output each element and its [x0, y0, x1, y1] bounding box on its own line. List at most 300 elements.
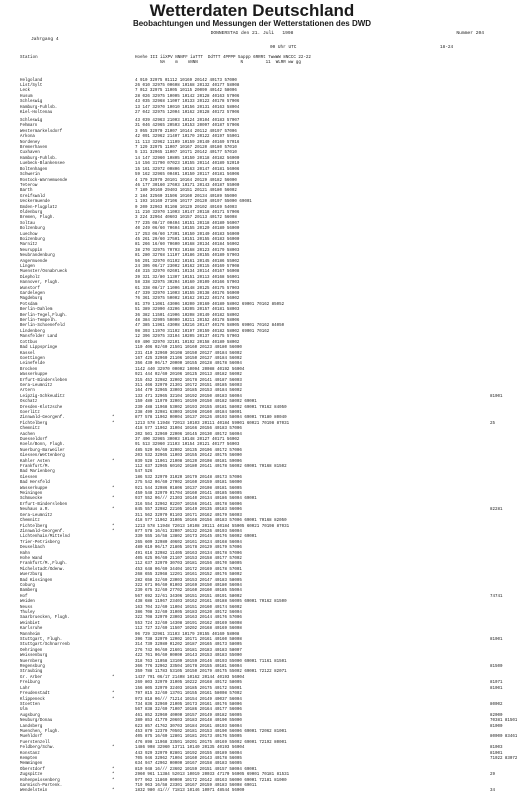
station-data: 164 470 32965 33003 10185 20153 40184 56002 — [135, 389, 242, 394]
station-name: Bad Kissingen — [20, 578, 53, 583]
station-name: List/Sylt — [20, 84, 43, 88]
station-name: Boizenburg — [20, 237, 45, 242]
station-data: 238 499 32981 63003 10198 20160 40184 58001 — [135, 410, 242, 415]
station-data: 96 729 32961 31103 10179 20155 40160 58008 — [135, 632, 240, 637]
station-data: 39 321 32/80 11307 10151 20113 40168 56001 — [135, 275, 240, 280]
station-name: Bremerhaven — [20, 146, 48, 151]
station-data: 450 548 32970 01704 10160 20141 40185 56005 — [135, 492, 242, 497]
station-extra: 80002 — [490, 702, 503, 707]
station-data: 476 898 11968 33501 10201 20175 40169 55002 69001 72192 80001 — [135, 740, 287, 745]
station-mark: * — [112, 459, 115, 464]
station-name: Lahr — [20, 686, 30, 691]
station-data: 567 838 32/60 71007 10186 20164 40177 56006 — [135, 708, 242, 713]
station-data: 202 501 32960 22006 10145 20130 40172 56004 — [135, 432, 242, 437]
station-data: 167 425 32960 21106 10150 20127 40184 56002 — [135, 356, 242, 361]
station-name: Wunstorf — [20, 286, 40, 291]
volume-label: Jahrgang 4 — [31, 37, 59, 42]
station-data: 269 803 32970 31005 10222 20168 40172 58005 — [135, 681, 242, 686]
station-name: Teterow — [20, 183, 38, 188]
station-name: Berlin-Tegel,Flugh. — [20, 313, 68, 318]
date-label: DONNERSTAG den 21. Juli 1998 — [210, 31, 294, 36]
station-name: Fichtelberg — [20, 524, 48, 529]
station-data: 973 818 06/// 71214 10154 20149 40037 56004 — [135, 697, 242, 702]
station-name: Kiel-Holtenau — [20, 111, 53, 116]
utc-label: 00 Uhr UTC — [270, 45, 297, 50]
station-name: Frankfurt/M. — [20, 465, 50, 470]
station-data: 15 161 32972 00806 10163 20147 40181 56006 — [135, 167, 240, 172]
station-name: Lichtenhain/Mittelnd — [20, 535, 70, 540]
station-mark: * — [112, 675, 115, 680]
station-data: 12 396 32975 33104 10205 20137 40175 57003 — [135, 335, 240, 340]
station-name: Bad Lippspringe — [20, 346, 58, 351]
station-name: Brocken — [20, 367, 38, 372]
station-data: 839 528 11061 21008 10120 20108 40181 59006 — [135, 459, 242, 464]
station-name: Kassel — [20, 351, 35, 356]
station-data: 330 555 16/58 13802 10173 20145 40176 56002 69001 — [135, 535, 257, 540]
station-mark: * — [112, 508, 115, 513]
station-data: 316 554 32962 02207 10156 20141 40178 56006 — [135, 502, 242, 507]
station-data: 26 010 32975 00608 10168 20132 40177 58008 — [135, 84, 240, 88]
station-extra: 81071 — [490, 681, 503, 686]
station-name: Cottbus — [20, 340, 38, 345]
station-name: Weissenburg — [20, 654, 48, 659]
station-data: 150 480 11970 32001 10199 20150 40182 58002 69001 — [135, 400, 257, 405]
station-name: Fichtelberg — [20, 421, 48, 426]
station-extra: 25 — [490, 421, 495, 426]
station-data: 877 578 11962 00004 10137 20126 40193 58004 69001 70180 80040 — [135, 416, 287, 421]
station-data: 491 616 32982 11405 10163 20134 40178 57006 — [135, 551, 242, 556]
station-data: 76 361 32975 50002 10162 20122 40174 56002 — [135, 297, 240, 302]
station-data: 553 724 32/60 14308 10191 20162 40169 56008 — [135, 621, 242, 626]
station-name: Gr. Arber — [20, 675, 43, 680]
station-name: Goerlitz — [20, 410, 40, 415]
station-data: 81 280 32768 11107 10186 20155 40180 57003 — [135, 254, 240, 259]
station-data: 112 727 32/60 11507 10202 20168 40169 56008 — [135, 627, 242, 632]
station-name: Greifswald — [20, 194, 45, 199]
station-name: Koeln/Bonn, Flugh. — [20, 443, 65, 448]
station-data: 45 261 20/60 27501 10151 20155 40183 56000 — [135, 237, 240, 242]
station-data: 1213 578 11948 72013 10108 20111 40184 55005 60021 70198 87031 — [135, 524, 290, 529]
station-name: Schleswig — [20, 100, 43, 105]
local-time-label: 18-24 — [440, 45, 454, 50]
station-name: Emden-Flugplatz — [20, 205, 58, 210]
station-data: 276 742 06/60 21601 10181 20183 40183 58007 — [135, 648, 242, 653]
station-data: 322 671 06/60 01003 10169 20150 40180 56004 — [135, 583, 242, 588]
station-data: 133 471 32965 32104 10192 20150 40183 56004 — [135, 394, 242, 399]
station-data: 91 513 32960 21103 10154 20121 40177 56003 — [135, 443, 240, 448]
station-data: 81 379 11061 43006 10200 20160 40180 58002 69001 70162 85052 — [135, 302, 285, 307]
station-data: 480 610 06/17 21805 10178 20129 40179 57006 — [135, 546, 242, 551]
station-name: Goettingen — [20, 356, 45, 361]
station-data: 268 655 32968 12201 10161 20152 40176 58002 — [135, 573, 242, 578]
station-name: Zinnwald-Georgenf. — [20, 416, 65, 421]
station-name: Zugspitze — [20, 773, 43, 778]
station-data: 443 929 32970 02801 10192 20155 40189 56004 — [135, 751, 242, 756]
station-data: 156 805 32970 32403 10185 20175 40172 55001 — [135, 686, 242, 691]
station-data: 48 384 32995 50000 10211 20152 40178 58006 — [135, 319, 240, 324]
station-name: Marnitz — [20, 243, 38, 248]
station-data: 3 055 32970 21007 10144 20112 40197 57006 — [135, 129, 237, 134]
station-data: 27 042 32975 12004 10162 20128 40172 57006 — [135, 111, 240, 116]
station-name: Arkona — [20, 135, 35, 140]
issue-number: Nummer 204 — [456, 31, 484, 36]
station-name: Erfurt-Bindersleben — [20, 378, 68, 383]
station-data: 17 253 06/60 17301 10150 20140 40183 56000 — [135, 232, 240, 237]
station-data: 38 270 32975 70703 10168 20123 40179 58003 — [135, 248, 240, 253]
station-data: 3 224 32964 40603 10157 20113 40172 56008 — [135, 216, 237, 221]
station-name: Michelstadt/Odenw. — [20, 567, 65, 572]
station-name: Nuerburg-Barweiler — [20, 448, 65, 453]
station-extra: 82281 — [490, 508, 503, 513]
station-data: 977 962 11860 00000 10172 20142 40163 56000 69001 72181 81000 — [135, 778, 287, 783]
station-mark: * — [112, 697, 115, 702]
station-data: 28 026 32975 10005 10142 20128 40163 57006 — [135, 94, 240, 99]
station-name: Fehmarn — [20, 124, 38, 129]
station-data: 453 648 06/60 34404 10172 20169 40178 57001 — [135, 567, 242, 572]
station-name: Angermuende — [20, 259, 48, 264]
station-name: Karlsruhe — [20, 627, 43, 632]
station-name: Stoetten — [20, 702, 40, 707]
station-name: Kahler Asten — [20, 459, 50, 464]
station-name: Straubing — [20, 670, 43, 675]
station-name: Oschatz — [20, 400, 38, 405]
station-mark: * — [112, 789, 115, 794]
station-data: 386 708 32/60 31005 10183 20120 40172 56004 — [135, 611, 242, 615]
station-extra: 82000 — [490, 713, 503, 718]
station-name: Thuley — [20, 611, 35, 615]
station-data: 110 406 02/60 21501 10160 20123 40180 56000 — [135, 346, 242, 351]
station-data: 461 852 32960 40000 10157 20149 40182 56005 — [135, 713, 242, 718]
station-name: Hamburg-Fuhlsb. — [20, 105, 58, 110]
station-data: 356 430 06/17 20000 10155 20128 40178 56004 — [135, 362, 242, 367]
station-mark: * — [112, 767, 115, 772]
station-name: Leipzig-Schkeuditz — [20, 394, 65, 399]
station-mark: * — [112, 416, 115, 421]
station-name: Gera-Leumnitz — [20, 513, 53, 518]
station-name: Ueckermuende — [20, 200, 50, 205]
station-data: 485 520 06/60 32002 10135 20106 40172 57006 — [135, 448, 242, 453]
station-name: Wendelstein — [20, 789, 48, 794]
station-data: 59 162 32965 00401 10150 20117 40181 56006 — [135, 173, 240, 178]
station-data: 7 129 32975 11007 10167 20120 40180 57010 — [135, 146, 237, 151]
station-data: 797 815 32/60 13701 10155 20161 58008 57002 — [135, 692, 242, 697]
station-data: 547 526 — [135, 470, 153, 475]
station-name: Garmisch-Partenk. — [20, 784, 63, 788]
station-name: Neubrandenburg — [20, 254, 55, 259]
station-name: Berlin-Schoenefeld — [20, 324, 65, 329]
station-extra: 81000 — [490, 724, 503, 729]
station-name: Stuttgart, Flugh. — [20, 638, 63, 643]
column-header-station: Station — [20, 56, 38, 60]
station-name: Frankfurt/M.,Flugh. — [20, 562, 68, 567]
station-name: Neuhaus a.R. — [20, 508, 50, 513]
station-mark: * — [112, 486, 115, 491]
station-name: Mansfelder Land — [20, 335, 58, 340]
station-data: 0 200 32963 01108 10129 20102 40169 54003 — [135, 205, 237, 210]
station-data: 1213 578 11948 72013 10103 20111 40184 59001 60021 70198 87031 — [135, 421, 290, 426]
station-data: 734 836 32960 21005 10173 20161 40176 58006 — [135, 702, 242, 707]
station-data: 51 389 32990 43206 10205 20157 40181 58003 — [135, 308, 240, 313]
station-extra: 81001 — [490, 686, 503, 691]
station-name: Fuerstenzell — [20, 740, 50, 745]
station-data: 81 266 16/60 70600 10168 20134 40184 56002 — [135, 243, 240, 248]
station-row — [20, 789, 495, 794]
station-extra: 70381 81501 — [490, 719, 517, 724]
station-name: Wasserkuppe — [20, 486, 48, 491]
station-name: Oberstdorf — [20, 767, 45, 772]
station-name: Schwerin — [20, 173, 40, 178]
station-name: Magdeburg — [20, 297, 43, 302]
station-extra: 80000 83461 — [490, 735, 517, 740]
station-data: 77 235 08/17 00404 10151 20118 40180 56007 — [135, 221, 240, 226]
station-name: Wasserkuppe — [20, 373, 48, 378]
station-data: 7 180 30160 29403 10151 20121 40180 56002 — [135, 189, 237, 194]
station-extra: 81500 — [490, 665, 503, 670]
station-name: Dresden-Klotzsche — [20, 405, 63, 410]
station-data: 350 788 11783 53105 10150 20179 40175 55002 69001 72122 82071 — [135, 670, 287, 675]
station-data: 405 625 06/60 21107 10153 20158 40177 57002 — [135, 556, 242, 561]
station-data: 112 637 32965 60102 10180 20141 40178 56002 69001 70168 81502 — [135, 465, 287, 470]
station-data: 275 542 06/60 27002 10160 20159 40181 56000 — [135, 481, 242, 486]
station-row — [20, 111, 490, 116]
station-data: 14 147 32960 10805 10150 20118 40182 56000 — [135, 156, 240, 161]
station-name: Luebeck-Blankensee — [20, 162, 65, 167]
station-name: Coburg — [20, 583, 35, 588]
station-data: 42 091 32962 21407 10170 20122 40197 55001 — [135, 135, 240, 140]
station-extra: 71022 83072 — [490, 756, 517, 761]
station-name: Bremen, Flugh. — [20, 216, 55, 221]
station-data: 322 708 32970 23003 10163 20144 40176 57006 — [135, 616, 242, 621]
station-name: Husum — [20, 94, 33, 99]
station-name: Neuruppin — [20, 248, 43, 253]
station-extra: 81001 — [490, 638, 503, 643]
station-mark: * — [112, 778, 115, 783]
station-data: 623 857 41762 30703 10184 20161 40193 56004 — [135, 724, 242, 729]
station-data: 61 338 08/17 11006 10148 20125 40175 57003 — [135, 286, 240, 291]
station-name: Oehringen — [20, 648, 43, 653]
station-data: 567 692 32/61 34306 10151 20151 40191 58002 — [135, 594, 242, 599]
station-data: 31 046 42965 20503 10153 20097 40187 57006 — [135, 124, 240, 129]
column-header-data-1: Hoehe III iiXPV NNNFF iaTTT DdTTT 4PPPP 5appp 6RRRt 7wwWW 8NCCC 22-22 — [135, 56, 311, 60]
station-data: 40 249 06/60 70604 10155 20120 40180 56000 — [135, 227, 240, 232]
station-name: Freudenstadt — [20, 692, 50, 697]
station-name: Leinefelde — [20, 362, 45, 367]
station-name: Westermarkelsdorf — [20, 129, 63, 134]
station-name: Bolzenburg — [20, 227, 45, 232]
station-name: Bad Marienberg — [20, 470, 55, 475]
station-name: Meiningen — [20, 492, 43, 497]
station-data: 24 305 06/17 23002 10162 20115 40169 57008 — [135, 265, 240, 269]
station-data: 1486 908 32960 13711 10140 20135 40193 56004 — [135, 746, 245, 751]
station-data: 921 444 02/60 20106 10125 20113 40182 56002 — [135, 373, 242, 378]
station-data: 418 577 11962 31004 10166 20156 40183 57006 — [135, 427, 242, 432]
station-data: 418 577 11962 31005 10166 20156 40183 57006 69001 70168 82050 — [135, 519, 287, 524]
station-extra: 34 — [490, 789, 495, 794]
station-data: 282 658 32/60 23003 10153 20147 40183 58005 — [135, 578, 242, 583]
station-name: Luechow — [20, 232, 38, 237]
station-name: Stuttgart/Schnarrenb — [20, 643, 70, 648]
station-name: Cuxhaven — [20, 151, 40, 156]
station-data: 47 339 32970 11003 10155 20138 40176 56000 — [135, 292, 240, 297]
station-data: 4 170 32970 20101 10164 20129 40182 56000 — [135, 178, 237, 183]
station-data: 36 382 11501 41906 10208 20149 40182 58002 — [135, 313, 240, 318]
station-data: 47 385 11961 43008 10216 20147 40176 58005 69001 70162 84050 — [135, 324, 285, 329]
station-name: Potsdam — [20, 302, 38, 307]
station-name: Nuernberg — [20, 659, 43, 664]
station-name: Muehldorf — [20, 735, 43, 740]
station-mark: * — [112, 421, 115, 426]
station-name: Neuburg/Donau — [20, 719, 53, 724]
station-data: 438 688 11967 23403 10162 20161 40188 56005 69001 70162 81500 — [135, 600, 287, 605]
station-data: 46 177 30160 27603 10171 20143 40187 55000 — [135, 183, 240, 188]
station-name: Berlin-Tempelh. — [20, 319, 58, 324]
station-data: 58 338 32975 30204 10160 20109 40166 57003 — [135, 281, 240, 286]
station-name: Ulm — [20, 708, 28, 713]
station-name: Konstanz — [20, 751, 40, 756]
station-mark: * — [112, 497, 115, 502]
station-data: 634 947 42962 00000 10167 20158 40183 56005 — [135, 762, 242, 767]
station-name: Memmingen — [20, 762, 43, 767]
station-mark: * — [112, 773, 115, 778]
station-data: 5 131 32965 11007 10171 20142 40177 57010 — [135, 151, 237, 156]
station-data: 380 853 41770 20603 10183 20148 40190 55000 — [135, 719, 242, 724]
station-data: 43 039 42963 21003 10124 20104 40183 57007 — [135, 119, 240, 124]
station-data: 14 156 31790 07023 10155 20114 40189 52010 — [135, 162, 240, 167]
station-data: 937 552 06/// 21303 10140 20134 40186 56004 69001 — [135, 497, 257, 502]
station-data: 163 704 32/60 11004 10151 20160 40174 56002 — [135, 605, 242, 610]
station-name: Bamberg — [20, 589, 38, 594]
station-name: Boltenhagen — [20, 167, 48, 172]
station-name: Soltau — [20, 221, 35, 226]
station-data: 7 012 32975 11005 10115 20099 40142 58006 — [135, 89, 237, 94]
station-data: 2960 961 11384 52013 10019 20033 47170 56005 69001 70181 81531 — [135, 773, 290, 778]
station-name: Artern — [20, 389, 35, 394]
station-name: Hohenpeissenberg — [20, 778, 60, 783]
station-data: 314 739 32980 01202 10187 20165 40173 58005 — [135, 643, 242, 648]
station-name: Nordeney — [20, 140, 40, 145]
station-name: Schmuecke — [20, 497, 43, 502]
station-name: Bad Hersfeld — [20, 481, 50, 486]
station-mark: * — [112, 746, 115, 751]
station-data: 37 400 32965 30003 10148 20127 40171 56002 — [135, 438, 240, 442]
station-name: Gardelegen — [20, 292, 45, 297]
station-name: Gera-Leumnitz — [20, 383, 53, 388]
station-name: Feldberg/Schw. — [20, 746, 55, 751]
station-data: 1832 980 41/// 71813 10146 10071 48544 56000 — [135, 789, 245, 794]
station-name: Hahn — [20, 551, 30, 556]
station-data: 366 776 32962 33504 10178 20155 40181 56004 — [135, 665, 242, 670]
station-data: 43 035 32968 11007 10133 20122 40178 57006 — [135, 100, 240, 105]
station-data: 265 609 32980 40602 10161 20124 40168 56004 — [135, 540, 242, 545]
station-name: Trier-Petrisberg — [20, 540, 60, 545]
page-subtitle: Beobachtungen und Messungen der Wetterstationen des DWD — [132, 19, 372, 28]
station-data: 231 410 32960 36108 10150 20127 40184 56002 — [135, 351, 242, 356]
station-data: 845 557 32982 22105 10149 20135 40183 56006 — [135, 508, 242, 513]
station-name: Saarbruecken, Flugh. — [20, 616, 70, 621]
station-name: Rostock-Warnemuende — [20, 178, 68, 183]
station-name: Zinnwald-Georgenf. — [20, 529, 65, 534]
station-data: 877 578 16/61 32007 10132 20126 40193 56004 — [135, 529, 242, 534]
station-name: Freiburg — [20, 681, 40, 686]
station-name: Erfurt-Bindersleben — [20, 502, 68, 507]
station-data: 186 532 32970 31020 10179 20148 40173 57006 — [135, 475, 242, 480]
station-data: 311 466 32970 21301 10172 20151 40185 56003 — [135, 383, 242, 388]
station-data: 453 870 12370 70502 10181 20153 40190 56006 69001 72062 81001 — [135, 729, 287, 734]
station-name: Diepholz — [20, 275, 40, 280]
station-name: Leck — [20, 89, 30, 94]
station-name: Augsburg — [20, 713, 40, 718]
station-name: Lindenberg — [20, 329, 45, 334]
station-data: 318 763 11058 13109 10159 20146 40193 55000 69001 71161 81501 — [135, 659, 287, 664]
station-data: 203 532 32965 11003 10155 20142 40175 56000 — [135, 454, 242, 459]
station-name: Aachen — [20, 432, 35, 437]
station-data: 705 946 32962 71004 10160 20143 40178 56005 — [135, 756, 242, 761]
station-data: 422 761 06/60 00000 10143 20153 40183 55000 — [135, 654, 242, 659]
station-name: Landsberg — [20, 724, 43, 729]
station-name: Barth — [20, 189, 33, 194]
station-name: Mannheim — [20, 632, 40, 637]
station-extra: 29 — [490, 773, 495, 778]
station-name: Muenster/Osnabrueck — [20, 270, 68, 275]
station-data: 1 193 16160 27106 10177 20120 40197 55000 69001 — [135, 200, 252, 205]
station-data: 4 910 32975 01112 10169 20142 40173 57000 — [135, 78, 237, 83]
station-name: Neuss — [20, 605, 33, 610]
station-data: 11 210 32970 11003 10147 20118 40171 57006 — [135, 210, 240, 215]
station-extra: 81001 — [490, 751, 503, 756]
station-data: 11 113 32962 11109 10159 20140 40169 57016 — [135, 140, 240, 145]
station-data: 810 948 16/// 23602 10159 20151 40157 58004 69001 — [135, 767, 257, 772]
station-data: 230 488 11968 53002 10193 20155 40181 58002 69001 70162 84050 — [135, 405, 287, 410]
column-header-data-2: NA m nNNN N 11 WLRR ww gg — [135, 61, 301, 66]
station-data: 719 963 16/58 23301 10167 20159 40183 56008 69011 — [135, 784, 257, 788]
station-name: Kempten — [20, 756, 38, 761]
page-title: Wetterdaten Deutschland — [149, 1, 355, 20]
station-extra: 81003 — [490, 746, 503, 751]
station-mark: * — [112, 524, 115, 529]
station-name: Giessen — [20, 475, 38, 480]
station-name: Helgoland — [20, 78, 43, 83]
station-name: Deuselbach — [20, 546, 45, 551]
station-name: Schleswig — [20, 119, 43, 124]
station-name: Hohe Wand — [20, 556, 43, 561]
station-data: 239 675 32/60 27702 10160 20160 40185 55004 — [135, 589, 242, 594]
station-name: Wuerzburg — [20, 573, 43, 578]
station-table — [20, 76, 517, 795]
station-extra: 81001 — [490, 394, 503, 399]
station-data: 48 315 32970 02601 10134 20114 40167 56008 — [135, 270, 240, 275]
station-name: Klippeneck — [20, 697, 45, 702]
station-data: 112 637 32970 30703 10181 20156 40170 58005 — [135, 562, 242, 567]
station-data: 56 291 32970 01102 10161 20145 40186 55002 — [135, 259, 240, 264]
station-data: 311 562 32970 01103 10171 20162 40179 56003 — [135, 513, 242, 518]
station-extra: 74741 — [490, 594, 503, 599]
station-data: 1142 440 32970 00002 10094 20088 40192 56004 — [135, 367, 245, 372]
station-name: Hannover, Flugh. — [20, 281, 60, 286]
station-name: Giessen/Wettenberg — [20, 454, 65, 459]
station-data: 315 452 32982 32002 10178 20141 40187 56003 — [135, 378, 242, 383]
station-data: 13 147 32970 10010 10156 20131 40163 58004 — [135, 105, 240, 110]
station-name: Regensburg — [20, 665, 45, 670]
station-name: Berlin-Dahlem — [20, 308, 53, 313]
station-name: Chemnitz — [20, 427, 40, 432]
station-name: Oldenburg — [20, 210, 43, 215]
station-data: 1437 791 06/17 21408 10162 20144 40193 56004 — [135, 675, 245, 680]
station-data: 921 544 32986 01806 10137 20108 40181 56005 — [135, 486, 242, 491]
station-name: Chemnitz — [20, 519, 40, 524]
station-data: 396 738 32970 12002 10171 20161 40160 58008 — [135, 638, 242, 643]
station-data: 2 184 32560 31506 10160 20134 40189 55000 — [135, 194, 237, 199]
station-data: 405 875 16/60 12801 10181 20173 40176 55005 — [135, 735, 242, 740]
